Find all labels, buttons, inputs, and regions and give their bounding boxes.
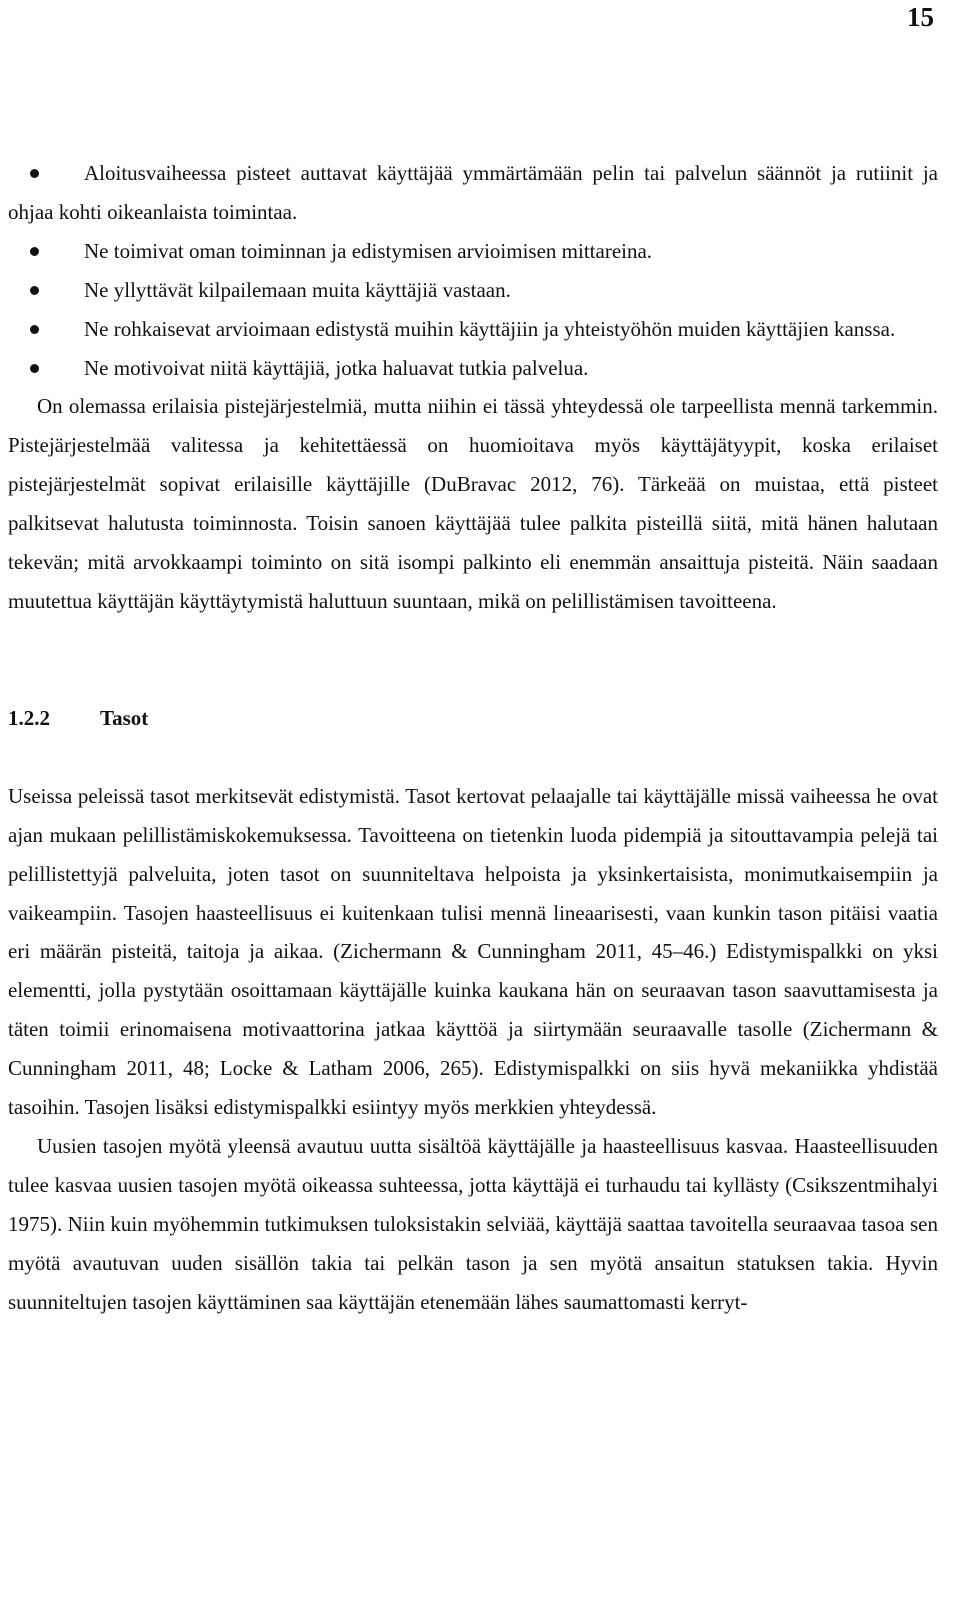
bullet-dot-icon	[30, 169, 39, 178]
bullet-text: Ne yllyttävät kilpailemaan muita käyttäjiä vastaan.	[84, 277, 511, 302]
section-number: 1.2.2	[8, 705, 50, 730]
bullet-dot-icon	[30, 286, 39, 295]
section-title: Tasot	[100, 705, 149, 730]
bullet-text: Ne rohkaisevat arvioimaan edistystä muihin käyttäjiin ja yhteistyöhön muiden käyttäjien kanssa.	[84, 316, 896, 341]
page-number: 15	[907, 2, 934, 32]
bullet-text: Aloitusvaiheessa pisteet auttavat käyttäjää ymmärtämään pelin tai palvelun säännöt ja rutiinit ja ohjaa kohti oikeanlaista toimintaa.	[8, 161, 938, 224]
spacer	[8, 621, 938, 699]
bullet-item	[8, 349, 938, 388]
bullet-item	[8, 310, 938, 349]
body-paragraph: On olemassa erilaisia pistejärjestelmiä, mutta niihin ei tässä yhteydessä ole tarpeellista mennä tarkemmin. Pistejärjestelmää valitessa ja kehitettäessä on huomioitava myös käyttäjätyypit, koska erilaiset pistejärjestelmät sopivat erilaisille käyttäjille (DuBravac 2012, 76). Tärkeää on muistaa, että pisteet palkitsevat halutusta toiminnosta. Toisin sanoen käyttäjää tulee palkita pisteillä siitä, mitä hänen halutaan tekevän; mitä arvokkaampi toiminto on sitä isompi palkinto eli enemmän ansaittuja pisteitä. Näin saadaan muutettua käyttäjän käyttäytymistä haluttuun suuntaan, mikä on pelillistämisen tavoitteena.	[8, 394, 938, 613]
bullet-dot-icon	[30, 325, 39, 334]
section-heading	[8, 699, 938, 738]
bullet-dot-icon	[30, 364, 39, 373]
bullet-text: Ne toimivat oman toiminnan ja edistymisen arvioimisen mittareina.	[84, 238, 653, 263]
body-paragraph: Uusien tasojen myötä yleensä avautuu uutta sisältöä käyttäjälle ja haasteellisuus kasvaa. Haasteellisuuden tulee kasvaa uusien tasojen myötä oikeassa suhteessa, jotta käyttäjä ei turhaudu tai kyllästy (Csikszentmihalyi 1975). Niin kuin myöhemmin tutkimuksen tuloksistakin selviää, käyttäjä saattaa tavoitella seuraavaa tasoa sen myötä avautuvan uuden sisällön takia tai pelkän tason ja sen myötä ansaitun statuksen takia. Hyvin suunniteltujen tasojen käyttäminen saa käyttäjän etenemään lähes saumattomasti kerryt-	[8, 1133, 938, 1314]
bullet-item	[8, 271, 938, 310]
document-body	[8, 154, 938, 1321]
bullet-dot-icon	[30, 247, 39, 256]
bullet-text: Ne motivoivat niitä käyttäjiä, jotka haluavat tutkia palvelua.	[84, 355, 589, 380]
bullet-item	[8, 154, 938, 232]
bullet-list	[8, 154, 938, 387]
bullet-item	[8, 232, 938, 271]
body-paragraph: Useissa peleissä tasot merkitsevät edistymistä. Tasot kertovat pelaajalle tai käyttäjälle missä vaiheessa he ovat ajan mukaan pelillistämiskokemuksessa. Tavoitteena on tietenkin luoda pidempiä ja sitouttavampia pelejä tai pelillistettyjä palveluita, joten tasot on suunniteltava helpoista ja yksinkertaisista, monimutkaisempiin ja vaikeampiin. Tasojen haasteellisuus ei kuitenkaan tulisi mennä lineaarisesti, vaan kunkin tason pitäisi vaatia eri määrän pisteitä, taitoja ja aikaa. (Zichermann & Cunningham 2011, 45–46.) Edistymispalkki on yksi elementti, jolla pystytään osoittamaan käyttäjälle kuinka kaukana hän on seuraavan tason saavuttamisesta ja täten toimii erinomaisena motivaattorina jatkaa käyttöä ja siirtymään seuraavalle tasolle (Zichermann & Cunningham 2011, 48; Locke & Latham 2006, 265). Edistymispalkki on siis hyvä mekaniikka yhdistää tasoihin. Tasojen lisäksi edistymispalkki esiintyy myös merkkien yhteydessä.	[8, 783, 938, 1120]
spacer	[8, 738, 938, 777]
